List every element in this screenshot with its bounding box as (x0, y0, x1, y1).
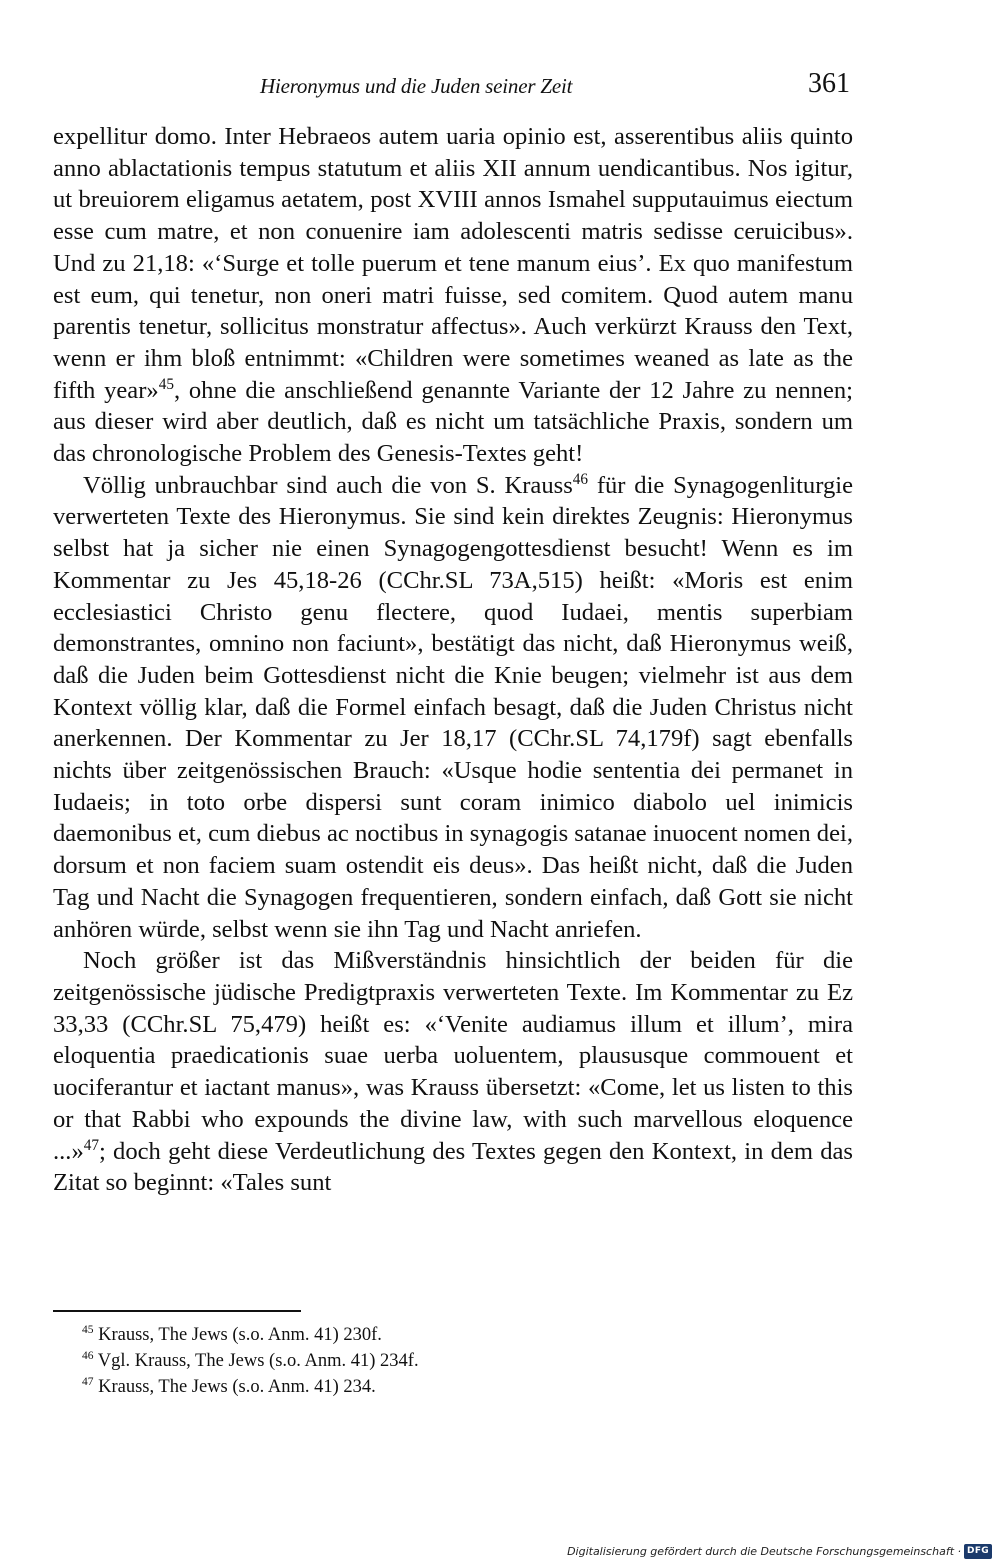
body-text (53, 121, 853, 1199)
footnote-ref: 46 (572, 470, 589, 488)
dfg-logo: DFG (964, 1544, 992, 1559)
footnote-ref: 45 (158, 375, 174, 393)
footnote (82, 1374, 842, 1400)
page-number: 361 (808, 68, 850, 99)
paragraph (53, 470, 853, 946)
text-run: Noch größer ist das Mißverständnis hinsichtlich der beiden für die zeitgenössische jüdische Predigtpraxis verwerteten Texte. Im Kommentar zu Ez 33,33 (CChr.SL 75,479) heißt es: «‘Venite audiamus illum et illum’, mira eloquentia praedicationis suae uerba uoluentem, plaususque commouent et uociferantur et iactant manus», was Krauss übersetzt: «Come, let us listen to this or that Rabbi who expounds the divine law, with such marvellous eloquence ...» (53, 947, 853, 1165)
text-run: Völlig unbrauchbar sind auch die von S. Krauss (83, 471, 573, 499)
footnote-text: Krauss, The Jews (s.o. Anm. 41) 230f. (98, 1325, 382, 1345)
text-run: , ohne die anschließend genannte Variante der 12 Jahre zu nennen; aus dieser wird aber deutlich, daß es nicht um tatsächliche Praxis, sondern um das chronologische Problem des Genesis-Textes geht! (53, 376, 853, 468)
footnote-text: Krauss, The Jews (s.o. Anm. 41) 234. (98, 1377, 376, 1397)
footnote-separator (53, 1310, 301, 1312)
running-title: Hieronymus und die Juden seiner Zeit (260, 74, 573, 98)
footnote-number: 45 (82, 1323, 94, 1336)
digitization-credit (567, 1542, 992, 1560)
footnotes (82, 1322, 842, 1400)
footnote (82, 1348, 842, 1374)
footnote-ref: 47 (83, 1136, 99, 1154)
text-run: expellitur domo. Inter Hebraeos autem uaria opinio est, asserentibus aliis quinto anno ablactationis tempus statutum et aliis XII annum uendicantibus. Nos igitur, ut breuiorem eligamus aetatem, post XVIII annos Ismahel supputauimus eiectum esse cum matre, et non conuenire iam adolescenti matris sedisse ceruicibus». Und zu 21,18: «‘Surge et tolle puerum et tene manum eius’. Ex quo manifestum est eum, qui tenetur, non oneri matri fuisse, sed comitem. Quod autem manu parentis tenetur, sollicitus monstratur affectus». Auch verkürzt Krauss den Text, wenn er ihm bloß entnimmt: «Children were sometimes weaned as late as the fifth year» (53, 123, 853, 404)
footnote (82, 1322, 842, 1348)
footnote-text: Vgl. Krauss, The Jews (s.o. Anm. 41) 234f. (97, 1351, 419, 1371)
text-run: ; doch geht diese Verdeutlichung des Textes gegen den Kontext, in dem das Zitat so beginnt: «Tales sunt (53, 1137, 853, 1197)
paragraph (53, 945, 853, 1199)
paragraph (53, 121, 853, 470)
running-head (52, 68, 852, 106)
credit-text: Digitalisierung gefördert durch die Deutsche Forschungsgemeinschaft · (567, 1544, 961, 1558)
text-run: für die Synagogenliturgie verwerteten Texte des Hieronymus. Sie sind kein direktes Zeugnis: Hieronymus selbst hat ja sicher nie einen Synagogengottesdienst besucht! Wenn es im Kommentar zu Jes 45,18-26 (CChr.SL 73A,515) heißt: «Moris est enim ecclesiastici Christo genu flectere, quod Iudaei, mentis superbiam demonstrantes, omnino non faciunt», bestätigt das nicht, daß Hieronymus weiß, daß die Juden beim Gottesdienst nicht die Knie beugen; vielmehr ist aus dem Kontext völlig klar, daß die Formel einfach besagt, daß die Juden Christus nicht anerkennen. Der Kommentar zu Jer 18,17 (CChr.SL 74,179f) sagt ebenfalls nichts über zeitgenössischen Brauch: «Usque hodie sententia dei permanet in Iudaeis; in toto orbe dispersi sunt coram inimico diabolo uel inimicis daemonibus et, cum diebus ac noctibus in synagogis satanae inuocent nomen dei, dorsum et non faciem suam ostendit eis deus». Das heißt nicht, daß die Juden Tag und Nacht die Synagogen frequentieren, sondern einfach, daß Gott sie nicht anhören würde, selbst wenn sie ihn Tag und Nacht anriefen. (53, 471, 853, 943)
footnote-number: 46 (82, 1349, 94, 1362)
footnote-number: 47 (82, 1375, 94, 1388)
